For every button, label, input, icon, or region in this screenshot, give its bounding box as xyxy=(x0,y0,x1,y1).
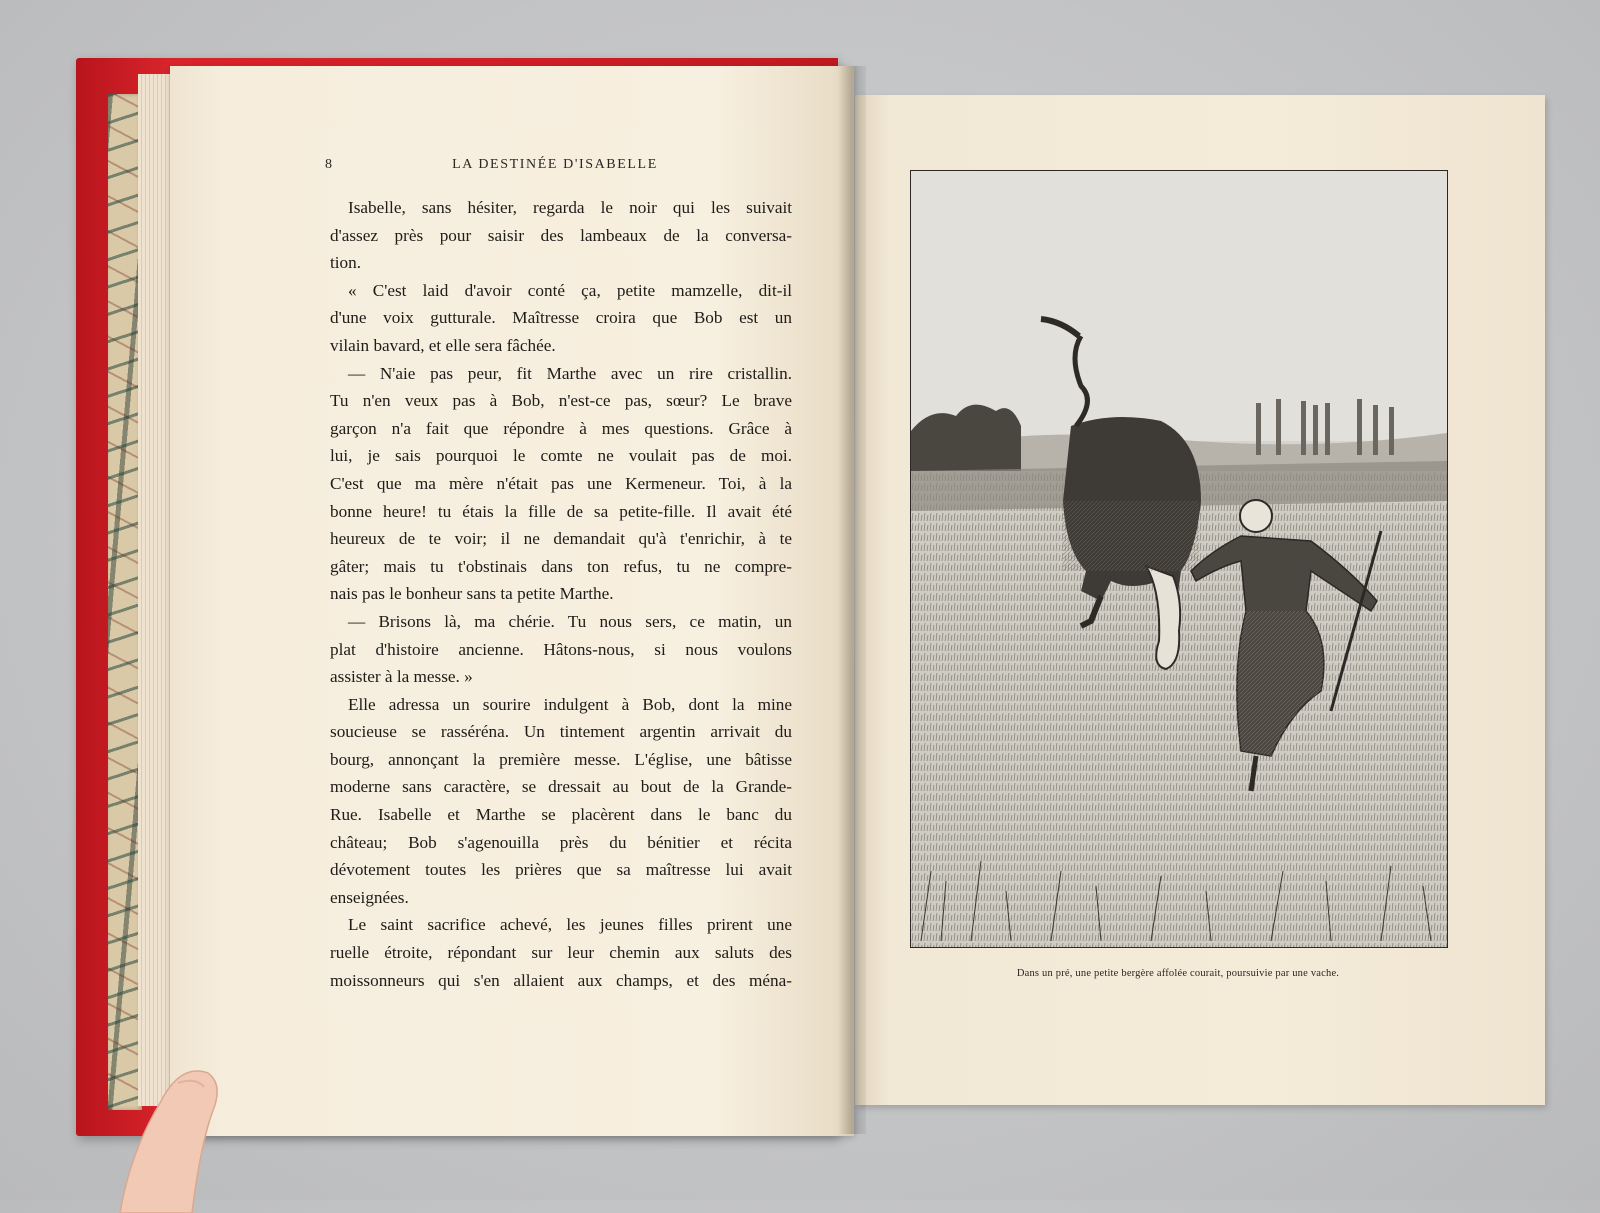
poplar-trees xyxy=(1256,399,1394,455)
text-line: — N'aie pas peur, fit Marthe avec un rire cristallin. xyxy=(348,363,792,383)
text-line: d'assez près pour saisir des lambeaux de la conversa- xyxy=(330,225,792,245)
text-line: Le saint sacrifice achevé, les jeunes filles prirent une xyxy=(348,915,792,935)
text-line: enseignées. xyxy=(330,887,409,907)
text-line: bourg, annonçant la première messe. L'église, une bâtisse xyxy=(330,749,792,769)
text-line: garçon n'a fait que répondre à mes questions. Grâce à xyxy=(330,418,792,438)
text-line: dévotement toutes les prières que sa maîtresse lui avait xyxy=(330,860,792,880)
text-line: château; Bob s'agenouilla près du bénitier et récita xyxy=(330,832,792,852)
text-line: heureux de te voir; il ne demandait qu'à t'enrichir, à te xyxy=(330,529,792,549)
text-line: C'est que ma mère n'était pas une Kermeneur. Toi, à la xyxy=(330,473,792,493)
text-line: assister à la messe. » xyxy=(330,667,473,687)
hand xyxy=(100,1063,222,1213)
text-line: bonne heure! tu étais la fille de sa petite-fille. Il avait été xyxy=(330,501,792,521)
text-line: Elle adressa un sourire indulgent à Bob, dont la mine xyxy=(348,694,792,714)
text-line: tion. xyxy=(330,253,362,273)
page-text xyxy=(330,194,792,994)
text-line: soucieuse se rasséréna. Un tintement argentin arrivait du xyxy=(330,722,792,742)
text-line: Rue. Isabelle et Marthe se placèrent dans le banc du xyxy=(330,805,792,825)
text-line: « C'est laid d'avoir conté ça, petite mamzelle, dit-il xyxy=(348,280,792,300)
text-line: vilain bavard, et elle sera fâchée. xyxy=(330,335,556,355)
running-head xyxy=(325,157,785,177)
sky xyxy=(911,171,1447,441)
text-line: moissonneurs qui s'en allaient aux champs, et des ména- xyxy=(330,970,792,990)
text-line: ruelle étroite, répondant sur leur chemin aux saluts des xyxy=(330,943,792,963)
engraving-scene xyxy=(911,171,1447,947)
engraving-illustration xyxy=(910,170,1448,948)
text-line: Tu n'en veux pas à Bob, n'est-ce pas, sœur? Le brave xyxy=(330,391,792,411)
page-number: 8 xyxy=(325,157,334,172)
text-line: — Brisons là, ma chérie. Tu nous sers, ce matin, un xyxy=(348,611,792,631)
plate-caption: Dans un pré, une petite bergère affolée courait, poursuivie par une vache. xyxy=(1016,968,1340,979)
text-line: plat d'histoire ancienne. Hâtons-nous, si nous voulons xyxy=(330,639,792,659)
text-line: moderne sans caractère, se dressait au bout de la Grande- xyxy=(330,777,792,797)
text-line: gâter; mais tu t'obstinais dans ton refus, tu ne compre- xyxy=(330,556,792,576)
text-line: d'une voix gutturale. Maîtresse croira que Bob est un xyxy=(330,308,792,328)
running-title: LA DESTINÉE D'ISABELLE xyxy=(452,157,658,172)
text-line: Isabelle, sans hésiter, regarda le noir qui les suivait xyxy=(348,198,792,217)
text-line: nais pas le bonheur sans ta petite Marthe. xyxy=(330,584,614,604)
book-gutter xyxy=(838,66,866,1134)
marbled-endpaper xyxy=(108,94,142,1110)
text-line: lui, je sais pourquoi le comte ne voulait pas de moi. xyxy=(330,446,792,466)
